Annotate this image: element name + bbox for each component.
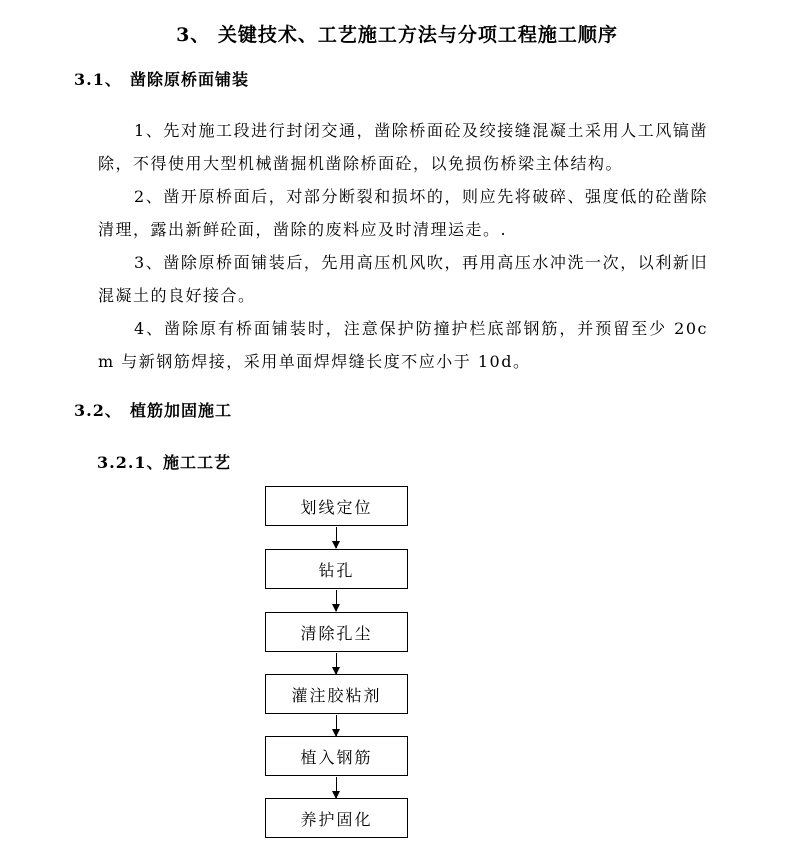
section-heading-3-2-1 (97, 450, 231, 473)
flow-step-marking: 划线定位 (265, 486, 408, 526)
section-heading-3-2 (74, 398, 232, 421)
page-title: 3、 关键技术、工艺施工方法与分项工程施工顺序 (176, 24, 618, 46)
flow-arrow (336, 653, 337, 674)
section-number: 3.2、 (74, 401, 122, 420)
section-title: 施工工艺 (163, 453, 232, 472)
paragraph-4: 4、凿除原有桥面铺装时，注意保护防撞护栏底部钢筋，并预留至少 20cm 与新钢筋焊接，采用单面焊焊缝长度不应小于 10d。 (98, 319, 708, 371)
section-title: 植筋加固施工 (130, 401, 233, 420)
flow-step-hole-cleaning: 清除孔尘 (265, 612, 408, 652)
paragraph-2: 2、凿开原桥面后，对部分断裂和损坏的，则应先将破碎、强度低的砼凿除清理，露出新鲜砼面，凿除的废料应及时清理运走。. (98, 187, 708, 239)
flow-arrow (336, 590, 337, 611)
paragraph-1: 1、先对施工段进行封闭交通，凿除桥面砼及绞接缝混凝土采用人工风镐凿除，不得使用大型机械凿掘机凿除桥面砼，以免损伤桥梁主体结构。 (98, 121, 708, 173)
flow-step-rebar-insertion: 植入钢筋 (265, 736, 408, 776)
flow-arrow (336, 715, 337, 736)
paragraph-3: 3、凿除原桥面铺装后，先用高压机风吹，再用高压水冲洗一次，以利新旧混凝土的良好接合。 (98, 253, 708, 305)
section-number: 3.2.1、 (97, 453, 164, 472)
flow-step-adhesive-injection: 灌注胶粘剂 (265, 674, 408, 714)
flow-arrow (336, 527, 337, 548)
flow-step-drilling: 钻孔 (265, 549, 408, 589)
section-title: 凿除原桥面铺装 (130, 70, 250, 89)
flow-step-curing: 养护固化 (265, 798, 408, 838)
section-heading-3-1 (74, 67, 249, 90)
flow-arrow (336, 777, 337, 798)
section-number: 3.1、 (74, 70, 122, 89)
